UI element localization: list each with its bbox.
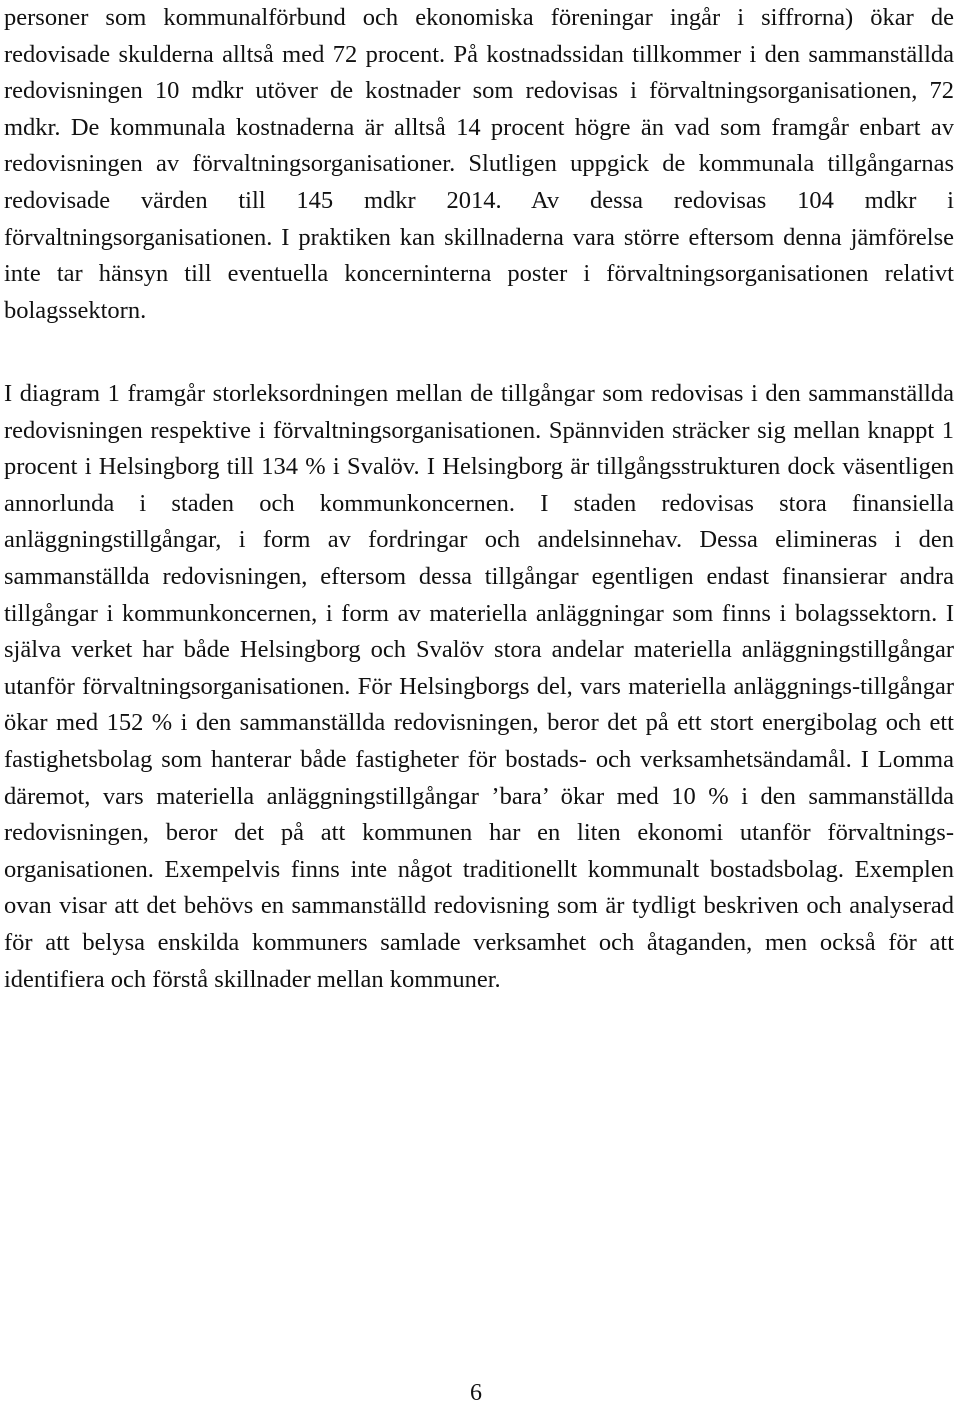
document-page	[4, 0, 954, 1408]
body-paragraph-2: I diagram 1 framgår storleksordningen mellan de tillgångar som redovisas i den sammanställda redovisningen respektive i förvaltningsorganisationen. Spännviden sträcker sig mellan knappt 1 procent i Helsingborg till 134 % i Svalöv. I Helsingborg är tillgångsstrukturen dock väsentligen annorlunda i staden och kommunkoncernen. I staden redovisas stora finansiella anläggningstillgångar, i form av fordringar och andelsinnehav. Dessa elimineras i den sammanställda redovisningen, eftersom dessa tillgångar egentligen endast finansierar andra tillgångar i kommunkoncernen, i form av materiella anläggningar som finns i bolagssektorn. I själva verket har både Helsingborg och Svalöv stora andelar materiella anläggningstillgångar utanför förvaltningsorganisationen. För Helsingborgs del, vars materiella anläggnings-tillgångar ökar med 152 % i den sammanställda redovisningen, beror det på ett stort energibolag och ett fastighetsbolag som hanterar både fastigheter för bostads- och verksamhetsändamål. I Lomma däremot, vars materiella anläggningstillgångar ’bara’ ökar med 10 % i den sammanställda redovisningen, beror det på att kommunen har en liten ekonomi utanför förvaltnings-organisationen. Exempelvis finns inte något traditionellt kommunalt bostadsbolag. Exemplen ovan visar att det behövs en sammanställd redovisning som är tydligt beskriven och analyserad för att belysa enskilda kommuners samlade verksamhet och åtaganden, men också för att identifiera och förstå skillnader mellan kommuner.	[4, 380, 954, 993]
page-number: 6	[470, 1380, 482, 1406]
body-paragraph-1: personer som kommunalförbund och ekonomiska föreningar ingår i siffrorna) ökar de redovisade skulderna alltså med 72 procent. På kostnadssidan tillkommer i den sammanställda redovisningen 10 mdkr utöver de kostnader som redovisas i förvaltningsorganisationen, 72 mdkr. De kommunala kostnaderna är alltså 14 procent högre än vad som framgår enbart av redovisningen av förvaltningsorganisationer. Slutligen uppgick de kommunala tillgångarnas redovisade värden till 145 mdkr 2014. Av dessa redovisas 104 mdkr i förvaltningsorganisationen. I praktiken kan skillnaderna vara större eftersom denna jämförelse inte tar hänsyn till eventuella koncerninterna poster i förvaltningsorganisationen relativt bolagssektorn.	[4, 4, 954, 324]
